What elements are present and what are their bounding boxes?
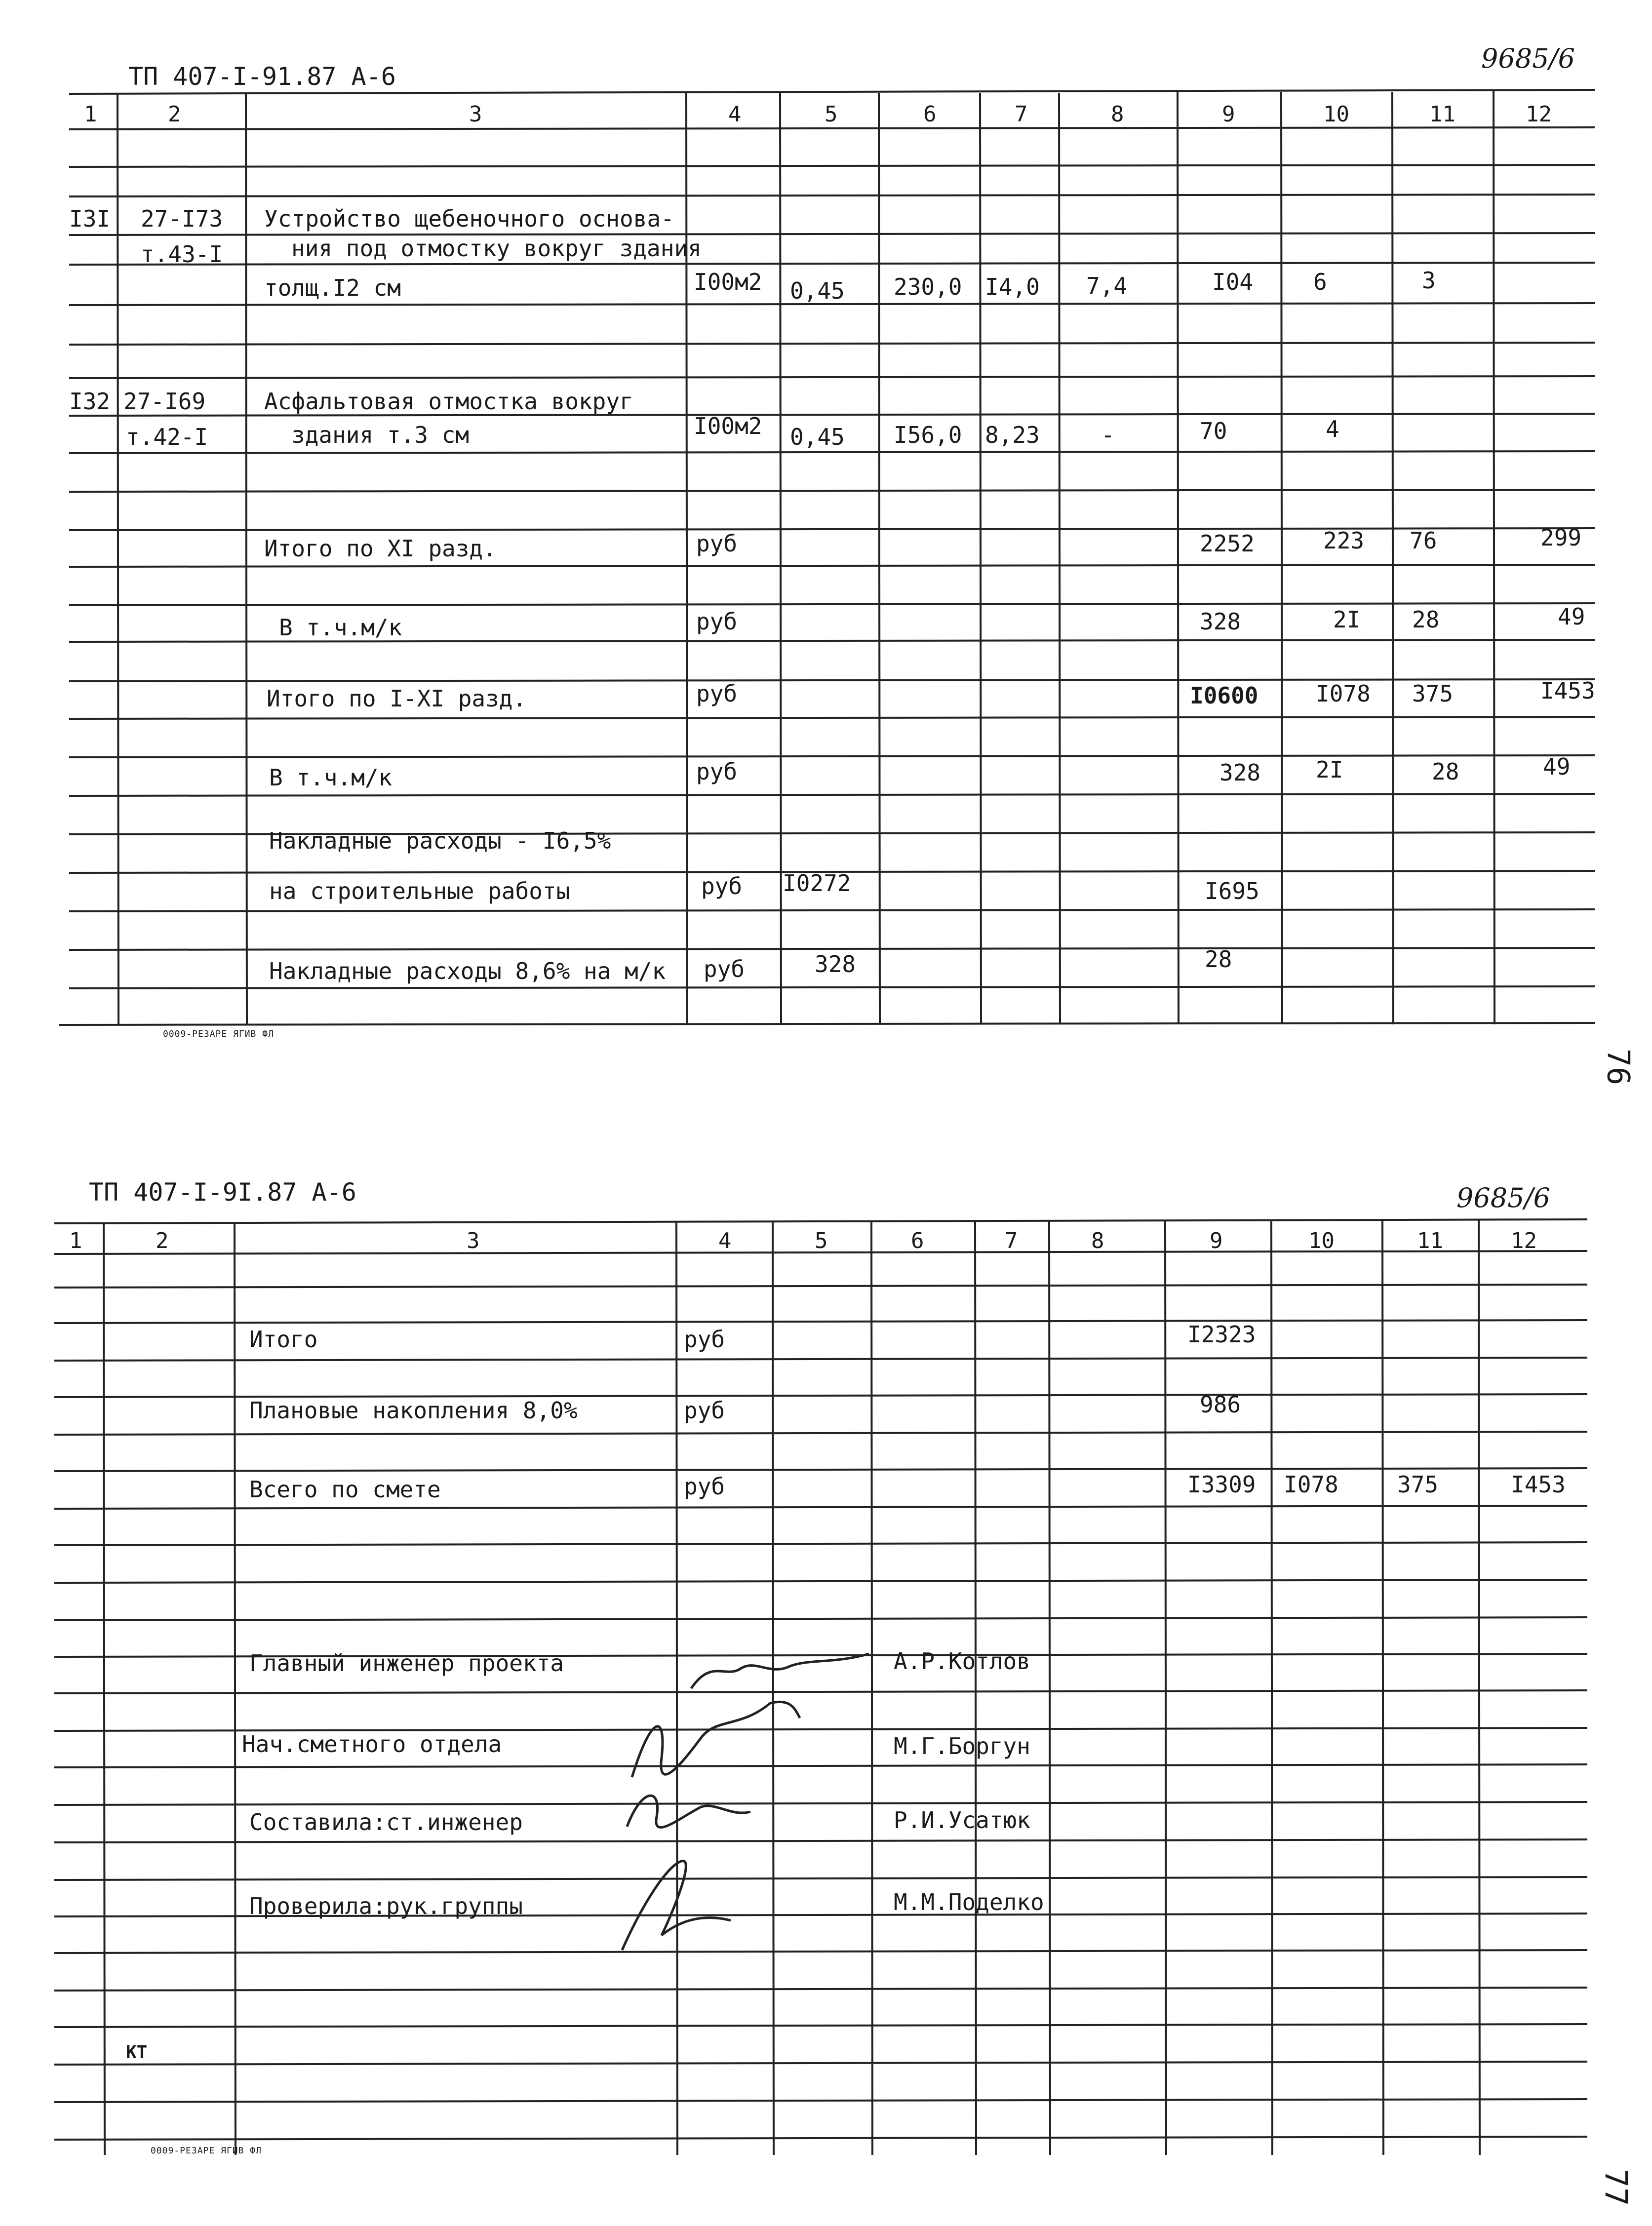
- col11-value: 375: [1397, 1471, 1439, 1498]
- col-header: 5: [815, 1228, 828, 1253]
- quantity: 0,45: [790, 424, 845, 450]
- total-label: Плановые накопления 8,0%: [249, 1397, 578, 1424]
- overhead-label: на строительные работы: [269, 878, 570, 904]
- col-header: 1: [69, 1228, 82, 1253]
- unit: руб: [684, 1473, 725, 1500]
- signatory-name: М.М.Поделко: [894, 1889, 1044, 1915]
- total-cost: 70: [1200, 418, 1227, 444]
- page-number: 77: [1598, 2169, 1634, 2206]
- col10-value: 2I: [1316, 756, 1343, 783]
- doc-code: ТП 407-I-9I.87 А-6: [89, 1178, 356, 1207]
- signatory-role: Проверила:рук.группы: [249, 1893, 523, 1919]
- norm-code: 27-I73: [141, 205, 223, 232]
- col-header: 9: [1210, 1228, 1223, 1253]
- col-header: 3: [469, 102, 482, 127]
- signatory-role: Главный инженер проекта: [249, 1650, 564, 1677]
- norm-table: т.43-I: [141, 241, 223, 268]
- unit: I00м2: [694, 269, 762, 295]
- unit: руб: [684, 1397, 725, 1424]
- col-header: 4: [728, 102, 742, 127]
- col-header: 11: [1417, 1228, 1443, 1253]
- total-cost: 328: [1200, 608, 1241, 635]
- overhead-label: Накладные расходы 8,6% на м/к: [269, 958, 666, 984]
- inventory-number: 9685/6: [1481, 43, 1575, 74]
- page-number: 76: [1600, 1048, 1637, 1086]
- total-label: Итого: [249, 1326, 318, 1353]
- signatory-name: М.Г.Боргун: [894, 1733, 1030, 1759]
- base-amount: I0272: [783, 870, 851, 897]
- work-name-line: Асфальтовая отмостка вокруг: [264, 388, 633, 415]
- overhead-label: Накладные расходы - I6,5%: [269, 827, 611, 854]
- col-header: 2: [156, 1228, 169, 1253]
- col12-value: I453: [1540, 677, 1595, 704]
- total-cost: 986: [1200, 1391, 1241, 1418]
- unit: руб: [701, 873, 743, 899]
- unit: I00м2: [694, 413, 762, 439]
- subtotal-label: Итого по I-XI разд.: [267, 685, 527, 712]
- doc-code: ТП 407-I-91.87 А-6: [128, 62, 396, 91]
- col11-value: 28: [1412, 606, 1440, 633]
- total-cost: 2252: [1200, 530, 1255, 557]
- col-header: 9: [1222, 102, 1235, 127]
- col10-value: 2I: [1333, 606, 1361, 633]
- footer-print-mark: 0009-РЕЗАРЕ ЯГИВ ФЛ: [163, 1029, 274, 1039]
- total-cost: I0600: [1190, 682, 1259, 709]
- total-cost: I695: [1205, 878, 1259, 904]
- col11-value: 375: [1412, 680, 1454, 707]
- mark-kt: КТ: [126, 2042, 148, 2063]
- col10-value: 6: [1313, 269, 1327, 295]
- norm-table: т.42-I: [126, 424, 208, 450]
- work-name-line: толщ.I2 см: [264, 274, 401, 301]
- col-header: 5: [825, 102, 838, 127]
- col12-value: 49: [1558, 603, 1585, 630]
- col-header: 12: [1526, 102, 1552, 127]
- col-header: 3: [467, 1228, 480, 1253]
- col11-value: 3: [1422, 267, 1436, 294]
- col8-value: 7,4: [1086, 273, 1128, 299]
- col8-value: -: [1101, 422, 1115, 448]
- work-name-line: здания т.3 см: [291, 422, 470, 448]
- col12-value: 49: [1543, 753, 1571, 780]
- signatory-name: Р.И.Усатюк: [894, 1807, 1030, 1834]
- subtotal-label: Итого по XI разд.: [264, 535, 497, 562]
- unit: руб: [696, 758, 738, 785]
- col10-value: 4: [1326, 416, 1339, 442]
- subtotal-label: В т.ч.м/к: [269, 764, 393, 791]
- col-header: 11: [1429, 102, 1455, 127]
- quantity: 0,45: [790, 277, 845, 304]
- total-cost: 28: [1205, 946, 1232, 973]
- col7-value: I4,0: [985, 273, 1040, 300]
- col12-value: I453: [1511, 1471, 1566, 1498]
- col11-value: 76: [1410, 527, 1437, 554]
- unit-price: 230,0: [894, 273, 962, 300]
- subtotal-label: В т.ч.м/к: [279, 614, 402, 641]
- unit: руб: [696, 680, 738, 707]
- total-cost: I04: [1212, 269, 1254, 295]
- col-header: 2: [168, 102, 181, 127]
- col-header: 7: [1015, 102, 1028, 127]
- col-header: 12: [1511, 1228, 1537, 1253]
- unit: руб: [684, 1326, 725, 1353]
- total-cost: I2323: [1187, 1321, 1256, 1348]
- base-amount: 328: [815, 951, 856, 977]
- col-header: 6: [911, 1228, 924, 1253]
- signatory-name: А.Р.Котлов: [894, 1648, 1030, 1675]
- col7-value: 8,23: [985, 422, 1040, 448]
- col-header: 7: [1005, 1228, 1018, 1253]
- inventory-number: 9685/6: [1456, 1182, 1550, 1213]
- row-number: I3I: [69, 205, 111, 232]
- footer-print-mark: 0009-РЕЗАРЕ ЯГИВ ФЛ: [151, 2146, 262, 2156]
- unit-price: I56,0: [894, 422, 962, 448]
- col10-value: I078: [1316, 680, 1371, 707]
- signature-strokes: [622, 1654, 869, 1950]
- norm-code: 27-I69: [123, 388, 206, 415]
- col10-value: I078: [1284, 1471, 1338, 1498]
- col-header: 10: [1323, 102, 1349, 127]
- unit: руб: [696, 530, 738, 557]
- unit: руб: [704, 956, 745, 982]
- unit: руб: [696, 608, 738, 635]
- col-header: 8: [1091, 1228, 1104, 1253]
- signatory-role: Составила:ст.инженер: [249, 1809, 523, 1835]
- col12-value: 299: [1540, 524, 1582, 551]
- grand-total-label: Всего по смете: [249, 1476, 441, 1503]
- col-header: 6: [923, 102, 937, 127]
- col-header: 1: [84, 102, 97, 127]
- signatory-role: Нач.сметного отдела: [242, 1731, 502, 1757]
- total-cost: I3309: [1187, 1471, 1256, 1498]
- col11-value: 28: [1432, 758, 1459, 785]
- col-header: 4: [718, 1228, 732, 1253]
- col-header: 10: [1308, 1228, 1335, 1253]
- work-name-line: Устройство щебеночного основа-: [264, 205, 674, 232]
- col-header: 8: [1111, 102, 1124, 127]
- col10-value: 223: [1323, 527, 1365, 554]
- row-number: I32: [69, 388, 111, 415]
- work-name-line: ния под отмостку вокруг здания: [291, 235, 702, 262]
- total-cost: 328: [1219, 759, 1261, 786]
